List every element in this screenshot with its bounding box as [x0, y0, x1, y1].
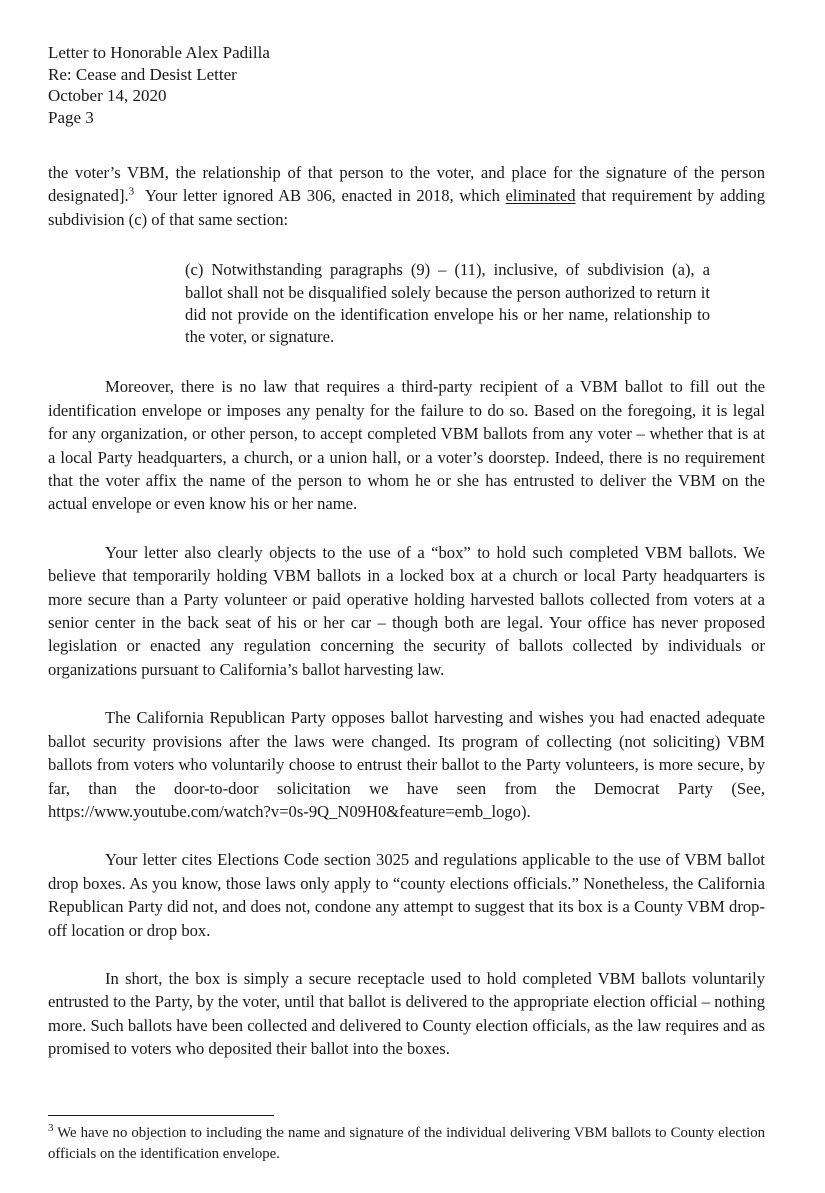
letter-header: [48, 42, 765, 128]
footnote-divider: [48, 1115, 274, 1116]
paragraph-party-position: The California Republican Party opposes ballot harvesting and wishes you had enacted adequate ballot security provisions after the laws were changed. Its program of collecting (not soliciting) VBM ballots from voters who voluntarily choose to entrust their ballot to the Party volunteers, is more secure, by far, than the door-to-door solicitation we have seen from the Democrat Party (See, https://www.youtube.com/watch?v=0s-9Q_N09H0&feature=emb_logo).: [48, 708, 765, 821]
paragraph-continuation-end: that requirement by adding subdivision (c) of that same section:: [48, 186, 766, 229]
paragraph-elections-code: Your letter cites Elections Code section 3025 and regulations applicable to the use of VBM ballot drop boxes. As you know, those laws only apply to “county elections officials.” Nonetheless, the California Republican Party did not, and does not, condone any attempt to suggest that its box is a County VBM drop-off location or drop box.: [48, 850, 765, 940]
header-subject-line: Re: Cease and Desist Letter: [48, 64, 237, 84]
footnote-text: We have no objection to including the name and signature of the individual delivering VBM ballots to County election officials on the identification envelope.: [48, 1125, 765, 1162]
header-page-number: Page 3: [48, 107, 94, 127]
emphasized-word-eliminated: eliminated: [505, 186, 576, 206]
paragraph-box-objection: Your letter also clearly objects to the use of a “box” to hold such completed VBM ballots. We believe that temporarily holding VBM ballots in a locked box at a church or local Party headquarters is more secure than a Party volunteer or paid operative holding harvested ballots collected from voters at a senior center in the back seat of his or her car – though both are legal. Your office has never proposed legislation or enacted any regulation concerning the security of ballots collected by individuals or organizations pursuant to California’s ballot harvesting law.: [48, 542, 765, 679]
paragraph-moreover: Moreover, there is no law that requires a third-party recipient of a VBM ballot to fill out the identification envelope or imposes any penalty for the failure to do so. Based on the foregoing, it is legal for any organization, or other person, to accept completed VBM ballots from any voter – whether that is at a local Party headquarters, a church, or a union hall, or a voter’s doorstep. Indeed, there is no requirement that the voter affix the name of the person to whom he or she has entrusted to deliver the VBM on the actual envelope or even know his or her name.: [48, 377, 765, 514]
paragraph-continuation-text: the voter’s VBM, the relationship of that person to the voter, and place for the signature of the person designated].: [48, 163, 765, 206]
paragraph-continuation-mid: Your letter ignored AB 306, enacted in 2018, which: [134, 186, 506, 206]
header-recipient-line: Letter to Honorable Alex Padilla: [48, 43, 270, 62]
paragraph-in-short: In short, the box is simply a secure receptacle used to hold completed VBM ballots voluntarily entrusted to the Party, by the voter, until that ballot is delivered to the appropriate election official – nothing more. Such ballots have been collected and delivered to County election officials, as the law requires and as promised to voters who deposited their ballot into the boxes.: [48, 968, 765, 1059]
footnote-section: [48, 1115, 765, 1165]
letter-body: [48, 161, 765, 1086]
footnote-reference-marker: 3: [128, 185, 135, 198]
header-date-line: October 14, 2020: [48, 86, 167, 105]
footnote-text-block: [48, 1123, 765, 1165]
footnote-number: 3: [48, 1122, 54, 1135]
paragraph-continuation: [48, 161, 765, 231]
statute-blockquote: (c) Notwithstanding paragraphs (9) – (11), inclusive, of subdivision (a), a ballot shall not be disqualified solely because the person authorized to return it did not provide on the identification envelope his or her name, relationship to the voter, or signature.: [185, 260, 710, 347]
